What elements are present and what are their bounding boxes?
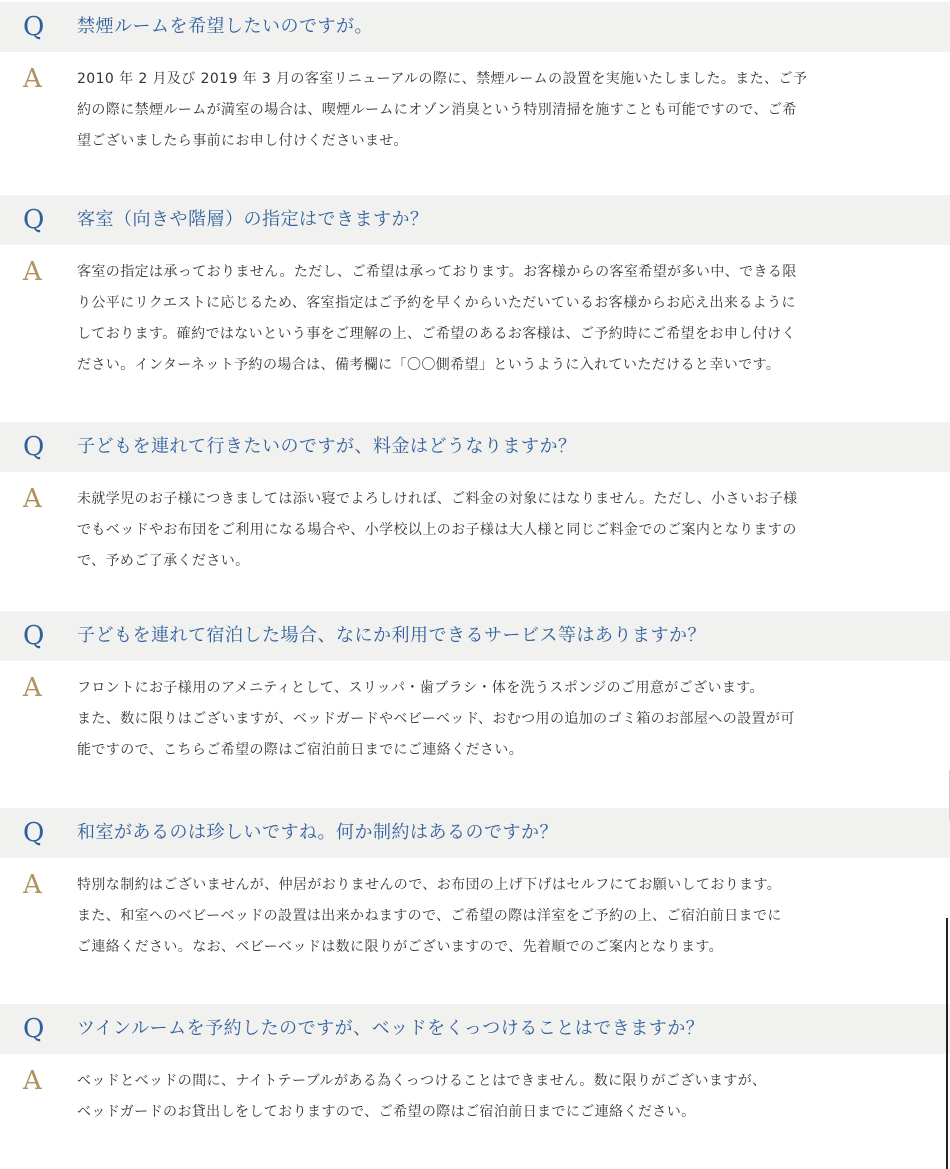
answer-line: り公平にリクエストに応じるため、客室指定はご予約を早くからいただいているお客様からお応え出来るように [77, 295, 796, 311]
answer-marker: A [23, 1066, 42, 1096]
answer-line: 望ございましたら事前にお申し付けくださいませ。 [77, 133, 408, 149]
answer-line: ださい。インターネット予約の場合は、備考欄に「〇〇側希望」というように入れていただけると幸いです。 [77, 357, 781, 373]
question-text: 子どもを連れて宿泊した場合、なにか利用できるサービス等はありますか？ [77, 625, 706, 646]
question-row [0, 422, 950, 472]
question-marker: Q [23, 818, 45, 848]
answer-text [77, 257, 880, 381]
answer-line: しております。確約ではないという事をご理解の上、ご希望のあるお客様は、ご予約時にご希望をお申し付けく [77, 326, 796, 342]
answer-line: 特別な制約はございませんが、仲居がおりませんので、お布団の上げ下げはセルフにてお願いしております。 [77, 877, 782, 893]
answer-line: また、和室へのベビーベッドの設置は出来かねますので、ご希望の際は洋室をご予約の上、ご宿泊前日までに [77, 908, 782, 924]
question-text: 客室（向きや階層）の指定はできますか？ [77, 209, 429, 230]
question-row [0, 808, 950, 858]
answer-text [77, 673, 880, 766]
question-row [0, 611, 950, 661]
answer-marker: A [23, 257, 42, 287]
answer-line: 未就学児のお子様につきましては添い寝でよろしければ、ご料金の対象にはなりません。ただし、小さいお子様 [77, 491, 798, 507]
question-marker: Q [23, 12, 45, 42]
answer-line: でもベッドやお布団をご利用になる場合や、小学校以上のお子様は大人様と同じご料金でのご案内となりますの [77, 522, 797, 538]
answer-text [77, 484, 880, 577]
question-text: 禁煙ルームを希望したいのですが。 [77, 16, 373, 37]
answer-line: ベッドガードのお貸出しをしておりますので、ご希望の際はご宿泊前日までにご連絡ください。 [77, 1104, 696, 1120]
answer-line: また、数に限りはございますが、ベッドガードやベビーベッド、おむつ用の追加のゴミ箱のお部屋への設置が可 [77, 711, 795, 727]
question-row [0, 1004, 950, 1054]
answer-line: 能ですので、こちらご希望の際はご宿泊前日までにご連絡ください。 [77, 742, 524, 758]
question-marker: Q [23, 205, 45, 235]
answer-marker: A [23, 64, 42, 94]
answer-marker: A [23, 673, 42, 703]
answer-marker: A [23, 870, 42, 900]
answer-line: 2010 年 2 月及び 2019 年 3 月の客室リニューアルの際に、禁煙ルームの設置を実施いたしました。また、ご予 [77, 71, 808, 87]
answer-line: で、予めご了承ください。 [77, 553, 250, 569]
question-marker: Q [23, 621, 45, 651]
answer-marker: A [23, 484, 42, 514]
question-text: ツインルームを予約したのですが、ベッドをくっつけることはできますか？ [77, 1018, 705, 1039]
question-row [0, 2, 950, 52]
answer-line: 約の際に禁煙ルームが満室の場合は、喫煙ルームにオゾン消臭という特別清掃を施すことも可能ですので、ご希 [77, 102, 797, 118]
answer-text [77, 870, 880, 963]
answer-text [77, 1066, 880, 1128]
question-marker: Q [23, 1014, 45, 1044]
answer-line: 客室の指定は承っておりません。ただし、ご希望は承っております。お客様からの客室希望が多い中、できる限 [77, 264, 797, 280]
answer-line: フロントにお子様用のアメニティとして、スリッパ・歯ブラシ・体を洗うスポンジのご用意がございます。 [77, 680, 764, 696]
page-edge-rule [946, 918, 948, 1169]
question-text: 和室があるのは珍しいですね。何か制約はあるのですか？ [77, 822, 558, 843]
question-row [0, 195, 950, 245]
answer-text [77, 64, 880, 157]
question-marker: Q [23, 432, 45, 462]
answer-line: ベッドとベッドの間に、ナイトテーブルがある為くっつけることはできません。数に限りがございますが、 [77, 1073, 767, 1089]
question-text: 子どもを連れて行きたいのですが、料金はどうなりますか？ [77, 436, 577, 457]
answer-line: ご連絡ください。なお、ベビーベッドは数に限りがございますので、先着順でのご案内となります。 [77, 939, 724, 955]
